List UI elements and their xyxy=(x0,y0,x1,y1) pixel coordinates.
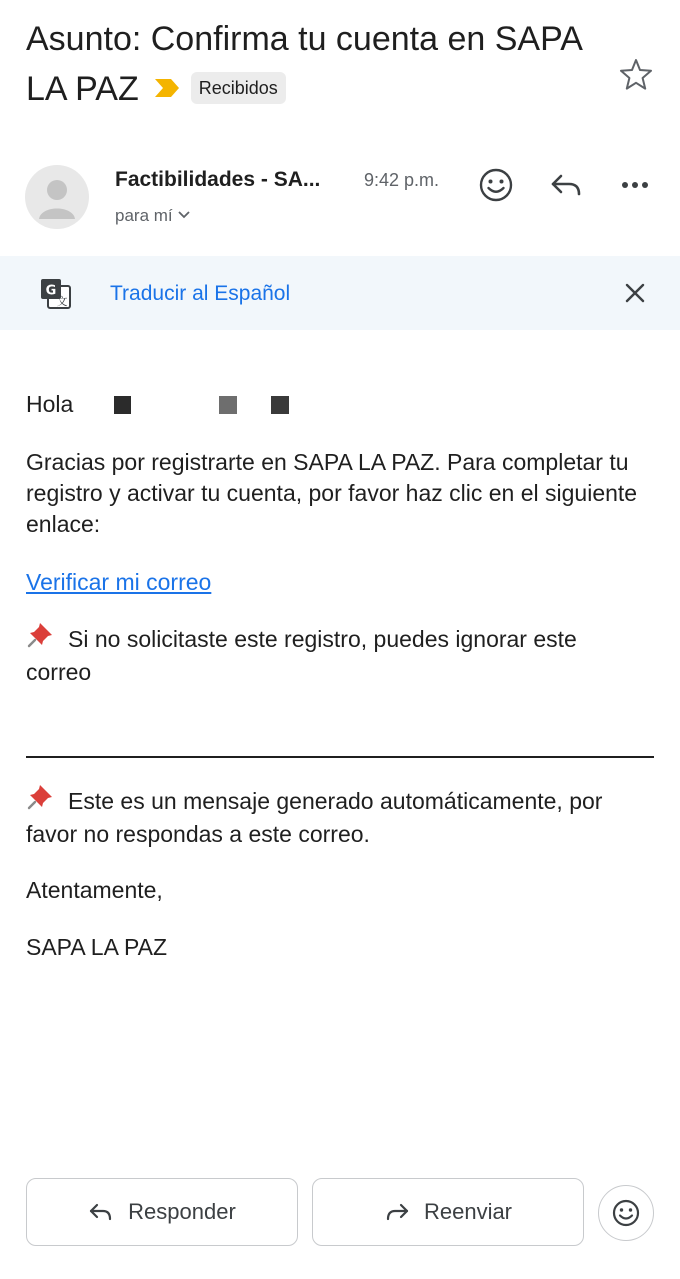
reply-icon[interactable] xyxy=(547,166,585,204)
add-reaction-icon[interactable] xyxy=(477,166,515,204)
signature: SAPA LA PAZ xyxy=(26,934,168,960)
auto-message-text: Este es un mensaje generado automáticamente, por favor no respondas a este correo. xyxy=(26,788,603,847)
reply-button-label: Responder xyxy=(128,1199,236,1224)
redacted-block xyxy=(219,396,237,414)
add-reaction-button[interactable] xyxy=(598,1185,654,1241)
greeting: Hola xyxy=(26,391,74,417)
translate-link[interactable]: Traducir al Español xyxy=(110,282,291,305)
translate-icon xyxy=(38,276,74,312)
divider xyxy=(26,756,654,758)
message-time: 9:42 p.m. xyxy=(364,170,440,190)
pushpin-icon xyxy=(26,781,56,819)
sender-avatar[interactable] xyxy=(25,165,89,229)
close-icon[interactable] xyxy=(620,278,650,308)
svg-text:文: 文 xyxy=(56,295,68,308)
redacted-block xyxy=(114,396,131,414)
forward-button[interactable] xyxy=(312,1178,584,1246)
verify-email-link[interactable]: Verificar mi correo xyxy=(26,569,212,595)
sender-name[interactable]: Factibilidades - SA... xyxy=(115,168,321,191)
recipient-details[interactable] xyxy=(115,204,191,228)
translate-banner xyxy=(0,256,680,330)
inbox-label-chip[interactable]: Recibidos xyxy=(191,72,286,104)
svg-text:G: G xyxy=(45,283,57,299)
closing: Atentamente, xyxy=(26,877,163,903)
add-reaction-icon xyxy=(611,1198,641,1228)
important-marker-icon[interactable] xyxy=(153,63,181,113)
ignore-note-text: Si no solicitaste este registro, puedes ignorar este correo xyxy=(26,626,577,685)
forward-button-label: Reenviar xyxy=(423,1199,513,1224)
reply-icon xyxy=(88,1201,114,1223)
verify-link-row xyxy=(26,567,646,598)
ignore-note xyxy=(26,624,646,688)
forward-icon xyxy=(384,1201,410,1223)
star-icon[interactable] xyxy=(618,56,654,92)
more-options-icon[interactable] xyxy=(616,166,654,204)
redacted-block xyxy=(271,396,289,414)
subject-text: Asunto: Confirma tu cuenta en SAPA LA PAZ xyxy=(26,20,582,108)
auto-message-note xyxy=(26,786,646,850)
reply-button[interactable] xyxy=(26,1178,298,1246)
chevron-down-icon xyxy=(177,203,191,227)
body-paragraph: Gracias por registrarte en SAPA LA PAZ. Para completar tu registro y activar tu cuenta, por favor haz clic en el siguiente enlace: xyxy=(26,449,638,537)
pushpin-icon xyxy=(26,619,56,657)
email-subject xyxy=(26,14,586,114)
recipient-text: para mí xyxy=(115,206,173,225)
